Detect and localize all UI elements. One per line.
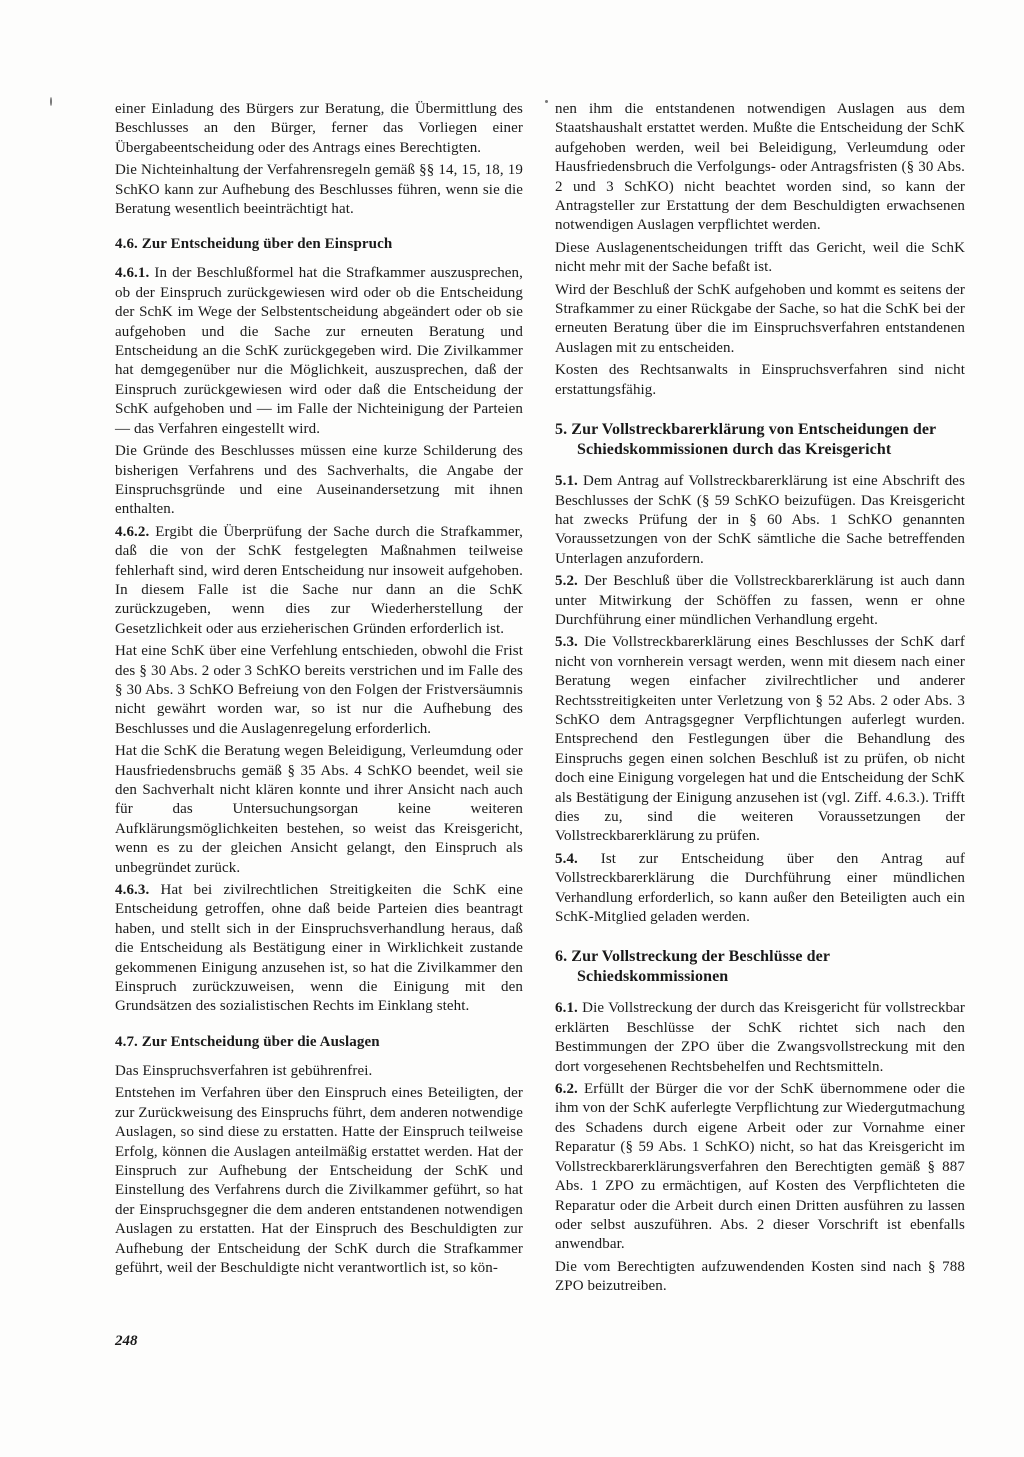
paragraph-4-6-1 [115, 264, 523, 439]
paragraph: nen ihm die entstandenen notwendigen Auslagen aus dem Staatshaushalt erstattet werden. Mußte die Entscheidung der SchK aufgehoben werden, weil bei Beleidigung, Verleumdung oder Hausfriedensbruch die Verfolgungs- oder Antragsfristen (§ 30 Abs. 2 und 3 SchKO) nicht beachtet worden sind, so kann der Antragsteller zur Erstattung der dem Beschuldigten erwachsenen notwendigen Auslagen verpflichtet werden. [555, 101, 965, 234]
section-heading-4-7: 4.7. Zur Entscheidung über die Auslagen [115, 1033, 380, 1050]
paragraph-text: Die Vollstreckung der durch das Kreisgericht für vollstreckbar erklärten Beschlüsse der SchK richtet sich nach den Bestimmungen der ZPO über die Zwangsvollstreckung mit den dort vorgesehenen Rechtsbehelfen und Rechtsmitteln. [555, 1000, 965, 1075]
paragraph-number: 4.6.2. [115, 523, 150, 540]
paragraph-4-6-2 [115, 523, 523, 639]
section-heading-6: 6. Zur Vollstreckung der Beschlüsse der Schiedskommissionen [555, 948, 830, 986]
paragraph-5-4 [555, 850, 965, 928]
paragraph: Hat die SchK die Beratung wegen Beleidigung, Verleumdung oder Hausfriedensbruchs gemäß § 35 Abs. 4 SchKO beendet, weil sie den Sachverhalt nicht klären konnte und ihrer Ansicht nach auch für das Untersuchungsorgan keine weiteren Aufklärungsmöglichkeiten bestehen, so weist das Kreisgericht, wenn es zu der gleichen Ansicht gelangt, den Einspruch als unbegründet zurück. [115, 743, 523, 876]
paragraph: einer Einladung des Bürgers zur Beratung, die Übermittlung des Beschlusses an den Bürger, ferner das Vorliegen einer Übergabeentscheidung oder des Antrags eines Berechtigten. [115, 101, 523, 156]
paragraph-number: 5.2. [555, 573, 578, 590]
paragraph-text: Dem Antrag auf Vollstreckbarerklärung ist eine Abschrift des Beschlusses der SchK (§ 59 SchKO beizufügen. Das Kreisgericht hat zwecks Prüfung der in § 60 Abs. 1 SchKO genannten Voraussetzungen von der SchK sämtliche die Sache betreffenden Unterlagen anzufordern. [555, 473, 966, 567]
paragraph: Diese Auslagenentscheidungen trifft das Gericht, weil die SchK nicht mehr mit der Sache befaßt ist. [555, 239, 965, 276]
paragraph: Kosten des Rechtsanwalts in Einspruchsverfahren sind nicht erstattungsfähig. [555, 362, 965, 398]
paragraph-number: 4.6.1. [115, 265, 150, 282]
left-column [115, 100, 523, 1281]
paragraph: Das Einspruchsverfahren ist gebührenfrei. [115, 1062, 373, 1079]
paragraph-text: Ist zur Entscheidung über den Antrag auf Vollstreckbarerklärung die Durchführung einer mündlichen Verhandlung erforderlich, so kann außer den Beteiligten auch ein SchK-Mitglied geladen werden. [555, 850, 966, 926]
scan-speck [50, 97, 52, 106]
paragraph-number: 4.6.3. [115, 882, 150, 899]
paragraph-number: 6.1. [555, 1000, 578, 1017]
paragraph: Die vom Berechtigten aufzuwendenden Kosten sind nach § 788 ZPO beizutreiben. [555, 1258, 965, 1295]
paragraph: Wird der Beschluß der SchK aufgehoben und kommt es seitens der Strafkammer zu einer Rückgabe der Sache, so hat die SchK bei der erneuten Beratung über die im Einspruchsverfahren entstandenen Auslagen mit zu entscheiden. [555, 281, 965, 356]
paragraph: Entstehen im Verfahren über den Einspruch eines Beteiligten, der zur Zurückweisung des Einspruchs führt, dem anderen notwendige Auslagen, so sind diese zu erstatten. Hatte der Einspruch teilweise Erfolg, können die Auslagen anteilmäßig erstattet werden. Hat der Einspruch zur Aufhebung der Entscheidung der SchK und Einstellung des Verfahrens durch die Zivilkammer geführt, so hat der Einspruchsgegner die dem anderen entstandenen notwendigen Auslagen zu erstatten. Hat der Einspruch des Beschuldigten zur Aufhebung der Entscheidung der SchK durch die Strafkammer geführt, weil der Beschuldigte nicht verantwortlich ist, so kön- [115, 1085, 523, 1276]
paragraph: Hat eine SchK über eine Verfehlung entschieden, obwohl die Frist des § 30 Abs. 2 oder 3 SchKO bereits verstrichen und im Falle des § 30 Abs. 3 SchKO Befreiung von den Folgen der Fristversäumnis nicht gewährt worden war, so ist nur die Aufhebung des Beschlusses und die Auslagenregelung erforderlich. [115, 643, 523, 737]
paragraph-6-1 [555, 999, 965, 1077]
paragraph-text: Ergibt die Überprüfung der Sache durch die Strafkammer, daß die von der SchK festgelegten Maßnahmen teilweise fehlerhaft sind, wird deren Entscheidung nur insoweit aufgehoben. In diesem Falle ist die Sache nur dann an die SchK zurückzugeben, wenn dies zur Wiederherstellung der Gesetzlichkeit oder aus erzieherischen Gründen erforderlich ist. [115, 523, 524, 637]
paragraph-number: 5.4. [555, 850, 578, 867]
paragraph-text: Hat bei zivilrechtlichen Streitigkeiten die SchK eine Entscheidung getroffen, ohne daß beide Parteien dies beantragt haben, und stellt sich in der Einspruchsverhandlung heraus, daß die Entscheidung als Bestätigung einer in Wirklichkeit zustande gekommenen Einigung anzusehen ist, so hat die Zivilkammer den Einspruch zurückzuweisen, wenn die Einigung mit den Grundsätzen des sozialistischen Rechts im Einklang steht. [115, 882, 523, 1015]
paragraph-text: Die Vollstreckbarerklärung eines Beschlusses der SchK darf nicht von vornherein versagt werden, wenn mit diesem nach einer Beratung wegen einfacher zivilrechtlicher und anderer Rechtsstreitigkeiten unter Verletzung von § 52 Abs. 2 oder Abs. 3 SchKO dem Antragsgegner Verpflichtungen auferlegt wurden. Entsprechend den Festlegungen über die Behandlung des Einspruchs gegen einen solchen Beschluß ist zu prüfen, ob nicht doch eine Einigung vorgelegen hat und die Entscheidung der SchK als Bestätigung der Einigung anzusehen ist (vgl. Ziff. 4.6.3.). Trifft dies zu, sind die weiteren Voraussetzungen der Vollstreckbarerklärung zu prüfen. [555, 634, 965, 845]
scan-speck [545, 100, 548, 103]
paragraph-number: 5.3. [555, 634, 578, 651]
paragraph-text: In der Beschlußformel hat die Strafkammer auszusprechen, ob der Einspruch zurückgewiesen wird oder ob die Entscheidung der SchK im Wege der Selbstentscheidung abgeändert oder ob sie aufgehoben und die Sache zur erneuten Beratung und Entscheidung an die SchK zurückgegeben wird. Die Zivilkammer hat demgegenüber nur die Möglichkeit, auszusprechen, daß der Einspruch zurückgewiesen wird oder daß die Entscheidung der SchK aufgehoben und — im Falle der Nichteinigung der Parteien — das Verfahren eingestellt wird. [115, 265, 524, 437]
paragraph: Die Gründe des Beschlusses müssen eine kurze Schilderung des bisherigen Verfahrens und des Sachverhalts, die Angabe der Einspruchsgründe und eine Auseinandersetzung mit ihnen enthalten. [115, 443, 523, 518]
paragraph-6-2 [555, 1080, 965, 1255]
page-number: 248 [115, 1333, 138, 1349]
right-column [555, 100, 965, 1300]
paragraph-5-3 [555, 633, 965, 846]
paragraph-5-1 [555, 472, 965, 569]
paragraph-4-6-3 [115, 881, 523, 1017]
paragraph-number: 5.1. [555, 473, 578, 490]
section-heading-4-6: 4.6. Zur Entscheidung über den Einspruch [115, 236, 393, 253]
paragraph-number: 6.2. [555, 1081, 578, 1098]
paragraph-5-2 [555, 572, 965, 630]
section-heading-5: 5. Zur Vollstreckbarerklärung von Entscheidungen der Schiedskommissionen durch das Kreisgericht [555, 421, 936, 459]
paragraph-text: Erfüllt der Bürger die vor der SchK übernommene oder die ihm von der SchK auferlegte Verpflichtung zur Wiedergutmachung des Schadens durch eigene Arbeit oder zur Vornahme einer Reparatur (§ 59 Abs. 1 SchKO) nicht, so hat das Kreisgericht im Vollstreckbarerklärungsverfahren den Berechtigten gemäß § 887 Abs. 1 ZPO zu ermächtigen, auf Kosten des Verpflichteten die Reparatur oder die Arbeit durch einen Dritten ausführen zu lassen oder selbst auszuführen. Abs. 2 dieser Vorschrift ist ebenfalls anwendbar. [555, 1081, 965, 1253]
paragraph: Die Nichteinhaltung der Verfahrensregeln gemäß §§ 14, 15, 18, 19 SchKO kann zur Aufhebung des Beschlusses führen, wenn sie die Beratung wesentlich beeinträchtigt hat. [115, 162, 523, 218]
paragraph-text: Der Beschluß über die Vollstreckbarerklärung ist auch dann unter Mitwirkung der Schöffen zu fassen, wenn er ohne Durchführung einer mündlichen Verhandlung ergeht. [555, 573, 966, 628]
